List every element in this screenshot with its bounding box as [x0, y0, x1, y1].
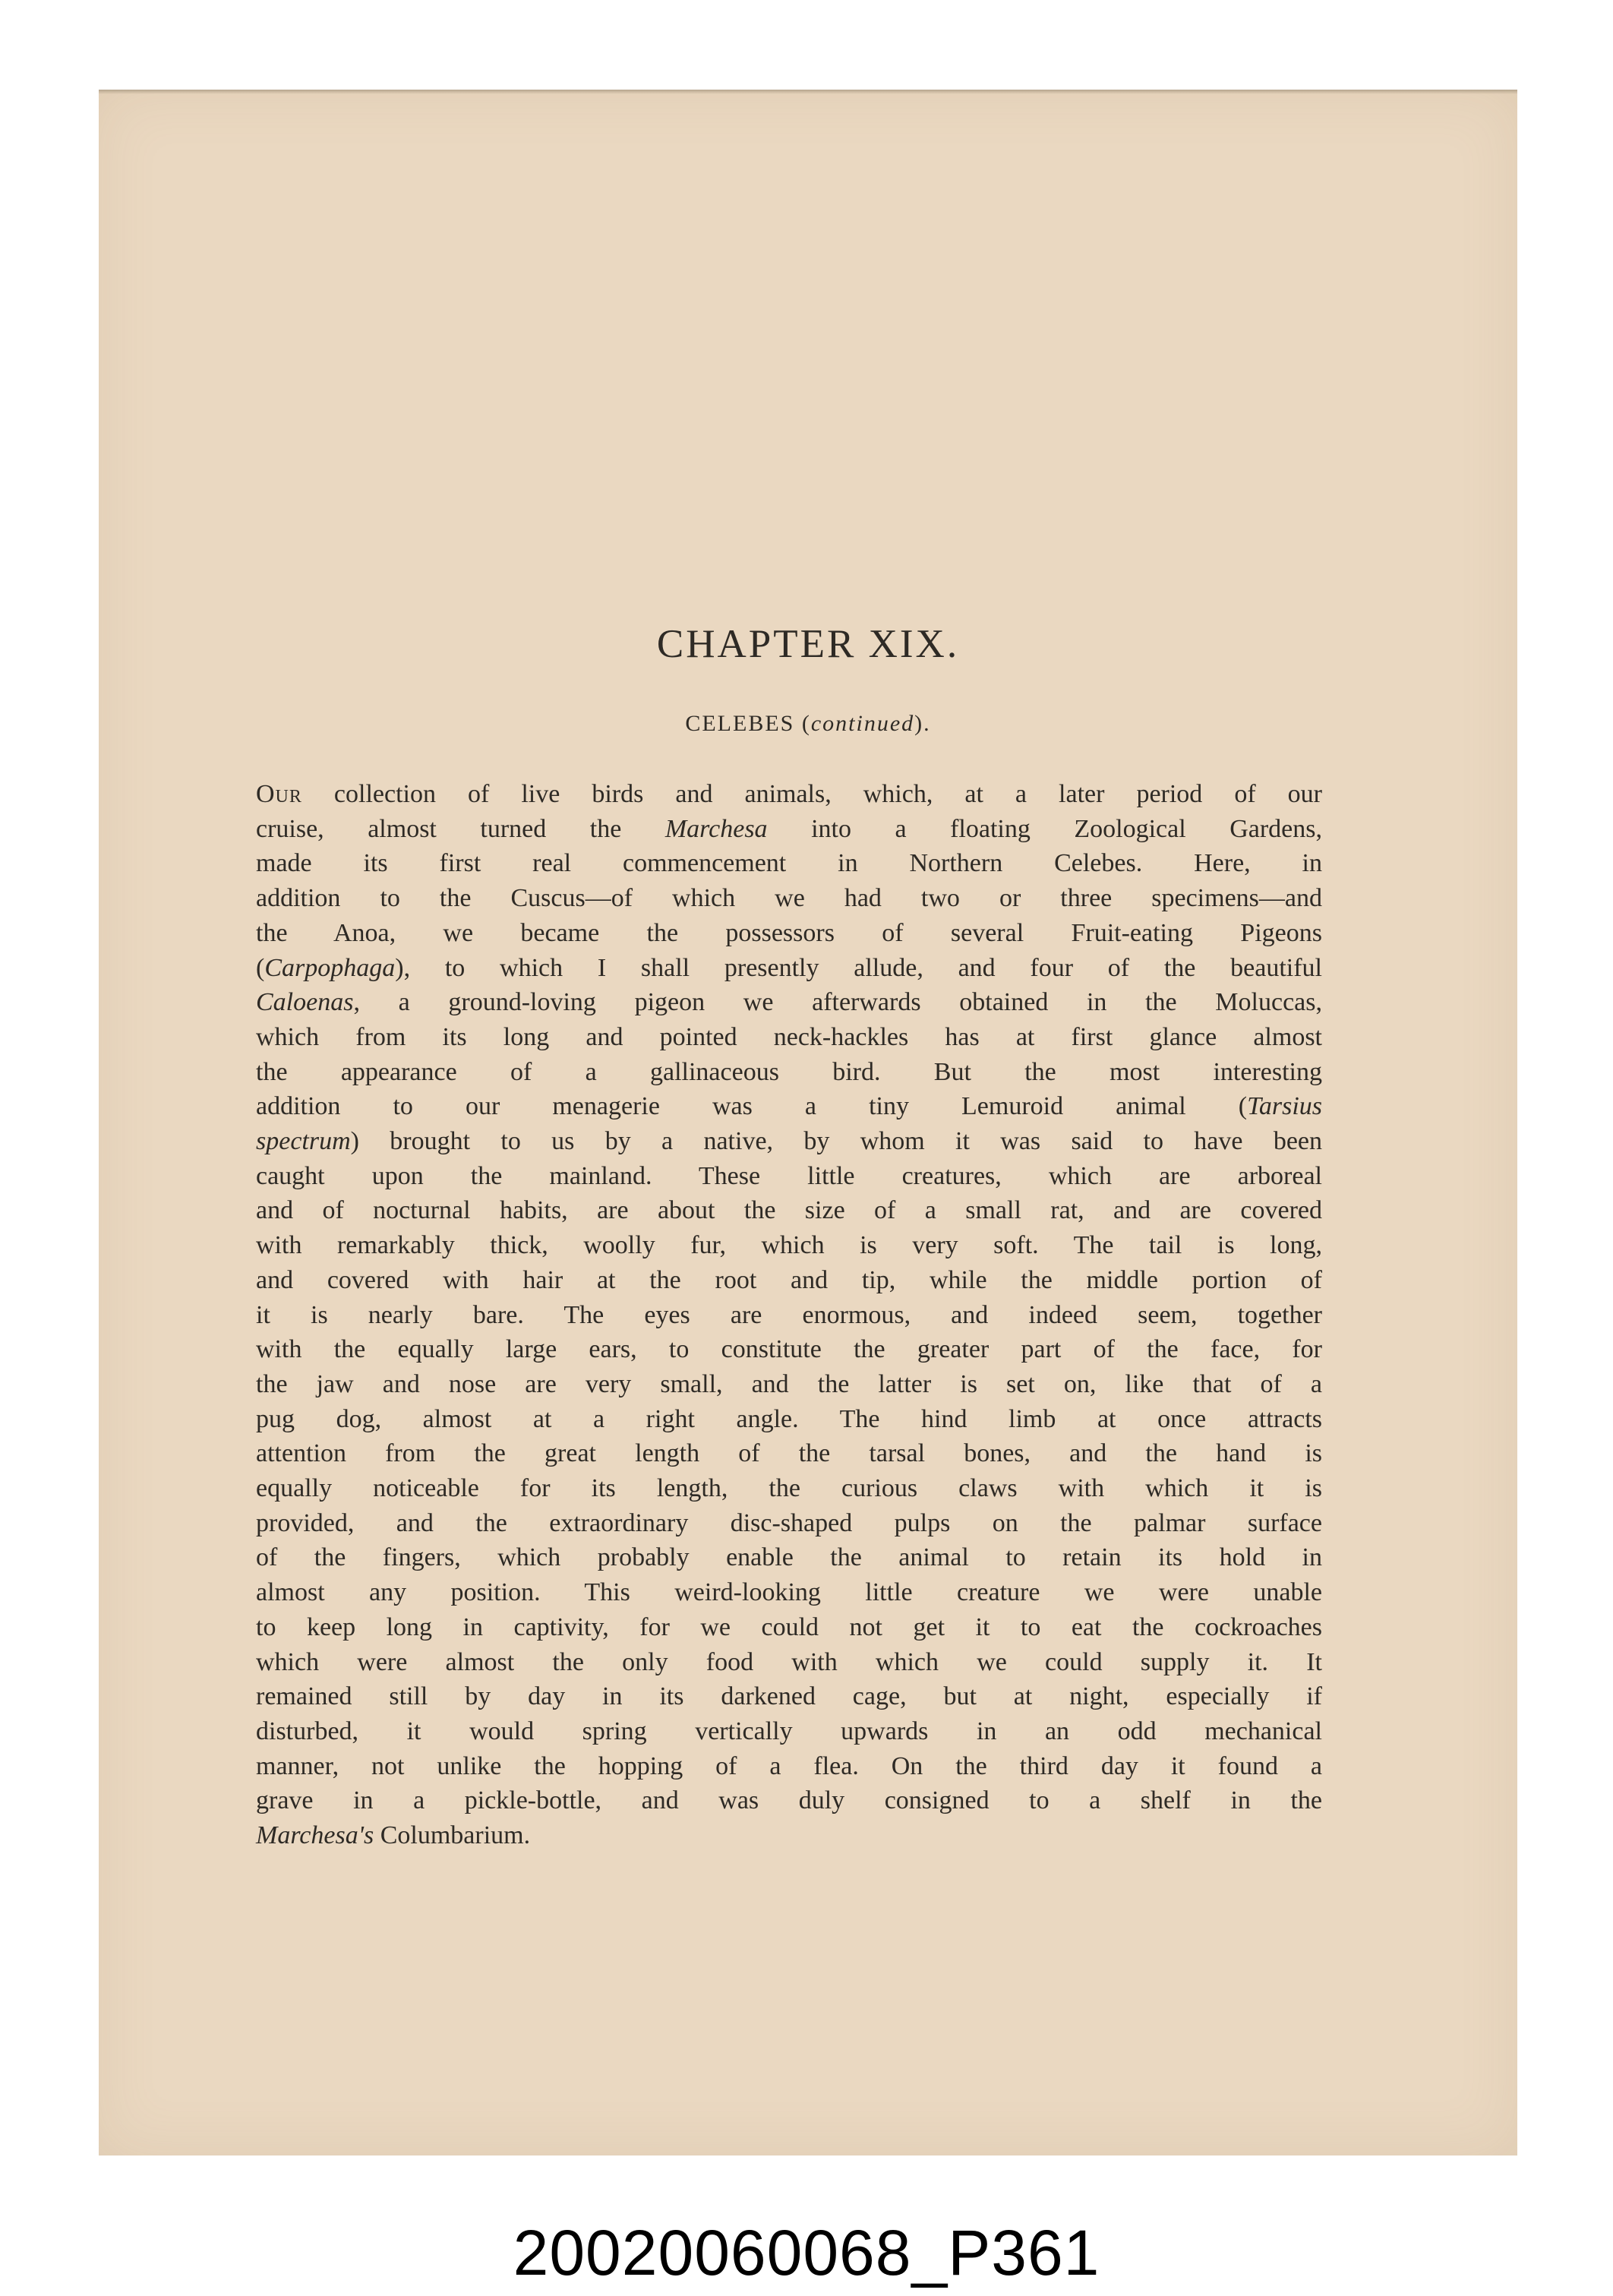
text-line: which were almost the only food with which we could supply it. It — [256, 1647, 1322, 1676]
subtitle-italic: continued — [810, 711, 915, 736]
text-line: (Carpophaga), to which I shall presently allude, and four of the beautiful — [256, 953, 1322, 982]
text-line: provided, and the extraordinary disc-shaped pulps on the palmar surface — [256, 1508, 1322, 1537]
text-line: of the fingers, which probably enable the animal to retain its hold in — [256, 1543, 1322, 1572]
text-line: remained still by day in its darkened cage, but at night, especially if — [256, 1682, 1322, 1711]
text-line: pug dog, almost at a right angle. The hind limb at once attracts — [256, 1404, 1322, 1433]
text-line: caught upon the mainland. These little creatures, which are arboreal — [256, 1161, 1322, 1190]
subtitle-end: ). — [914, 711, 931, 736]
text-line: grave in a pickle-bottle, and was duly consigned to a shelf in the — [256, 1786, 1322, 1815]
text-line: almost any position. This weird-looking little creature we were unable — [256, 1578, 1322, 1607]
text-line: and covered with hair at the root and tip, while the middle portion of — [256, 1265, 1322, 1294]
text-line: Our collection of live birds and animals, which, at a later period of our — [256, 780, 1322, 808]
text-line: cruise, almost turned the Marchesa into a floating Zoological Gardens, — [256, 814, 1322, 843]
text-line: and of nocturnal habits, are about the size of a small rat, and are covered — [256, 1196, 1322, 1225]
chapter-subtitle — [99, 711, 1517, 737]
body-paragraph — [256, 777, 1322, 1853]
text-line: Caloenas, a ground-loving pigeon we afterwards obtained in the Moluccas, — [256, 988, 1322, 1017]
text-line: addition to the Cuscus—of which we had two or three specimens—and — [256, 884, 1322, 913]
text-line: with remarkably thick, woolly fur, which is very soft. The tail is long, — [256, 1231, 1322, 1260]
text-line: it is nearly bare. The eyes are enormous, and indeed seem, together — [256, 1300, 1322, 1329]
text-line: manner, not unlike the hopping of a flea. On the third day it found a — [256, 1751, 1322, 1780]
text-line: which from its long and pointed neck-hackles has at first glance almost — [256, 1022, 1322, 1051]
text-line: the Anoa, we became the possessors of several Fruit-eating Pigeons — [256, 918, 1322, 947]
text-line: disturbed, it would spring vertically upwards in an odd mechanical — [256, 1716, 1322, 1745]
text-line: made its first real commencement in Northern Celebes. Here, in — [256, 849, 1322, 878]
text-line: spectrum) brought to us by a native, by whom it was said to have been — [256, 1127, 1322, 1156]
text-line: the appearance of a gallinaceous bird. But the most interesting — [256, 1057, 1322, 1086]
text-line: the jaw and nose are very small, and the latter is set on, like that of a — [256, 1369, 1322, 1398]
text-line: addition to our menagerie was a tiny Lemuroid animal (Tarsius — [256, 1092, 1322, 1121]
subtitle-main: CELEBES ( — [685, 711, 811, 736]
text-line: Marchesa's Columbarium. — [256, 1821, 531, 1850]
chapter-title: CHAPTER XIX. — [656, 622, 960, 666]
book-page — [99, 90, 1517, 2155]
text-line: with the equally large ears, to constitute the greater part of the face, for — [256, 1335, 1322, 1364]
text-line: to keep long in captivity, for we could not get it to eat the cockroaches — [256, 1612, 1322, 1641]
text-line: attention from the great length of the tarsal bones, and the hand is — [256, 1439, 1322, 1468]
scan-id-label: 20020060068_P361 — [513, 2217, 1100, 2288]
text-line: equally noticeable for its length, the curious claws with which it is — [256, 1474, 1322, 1503]
